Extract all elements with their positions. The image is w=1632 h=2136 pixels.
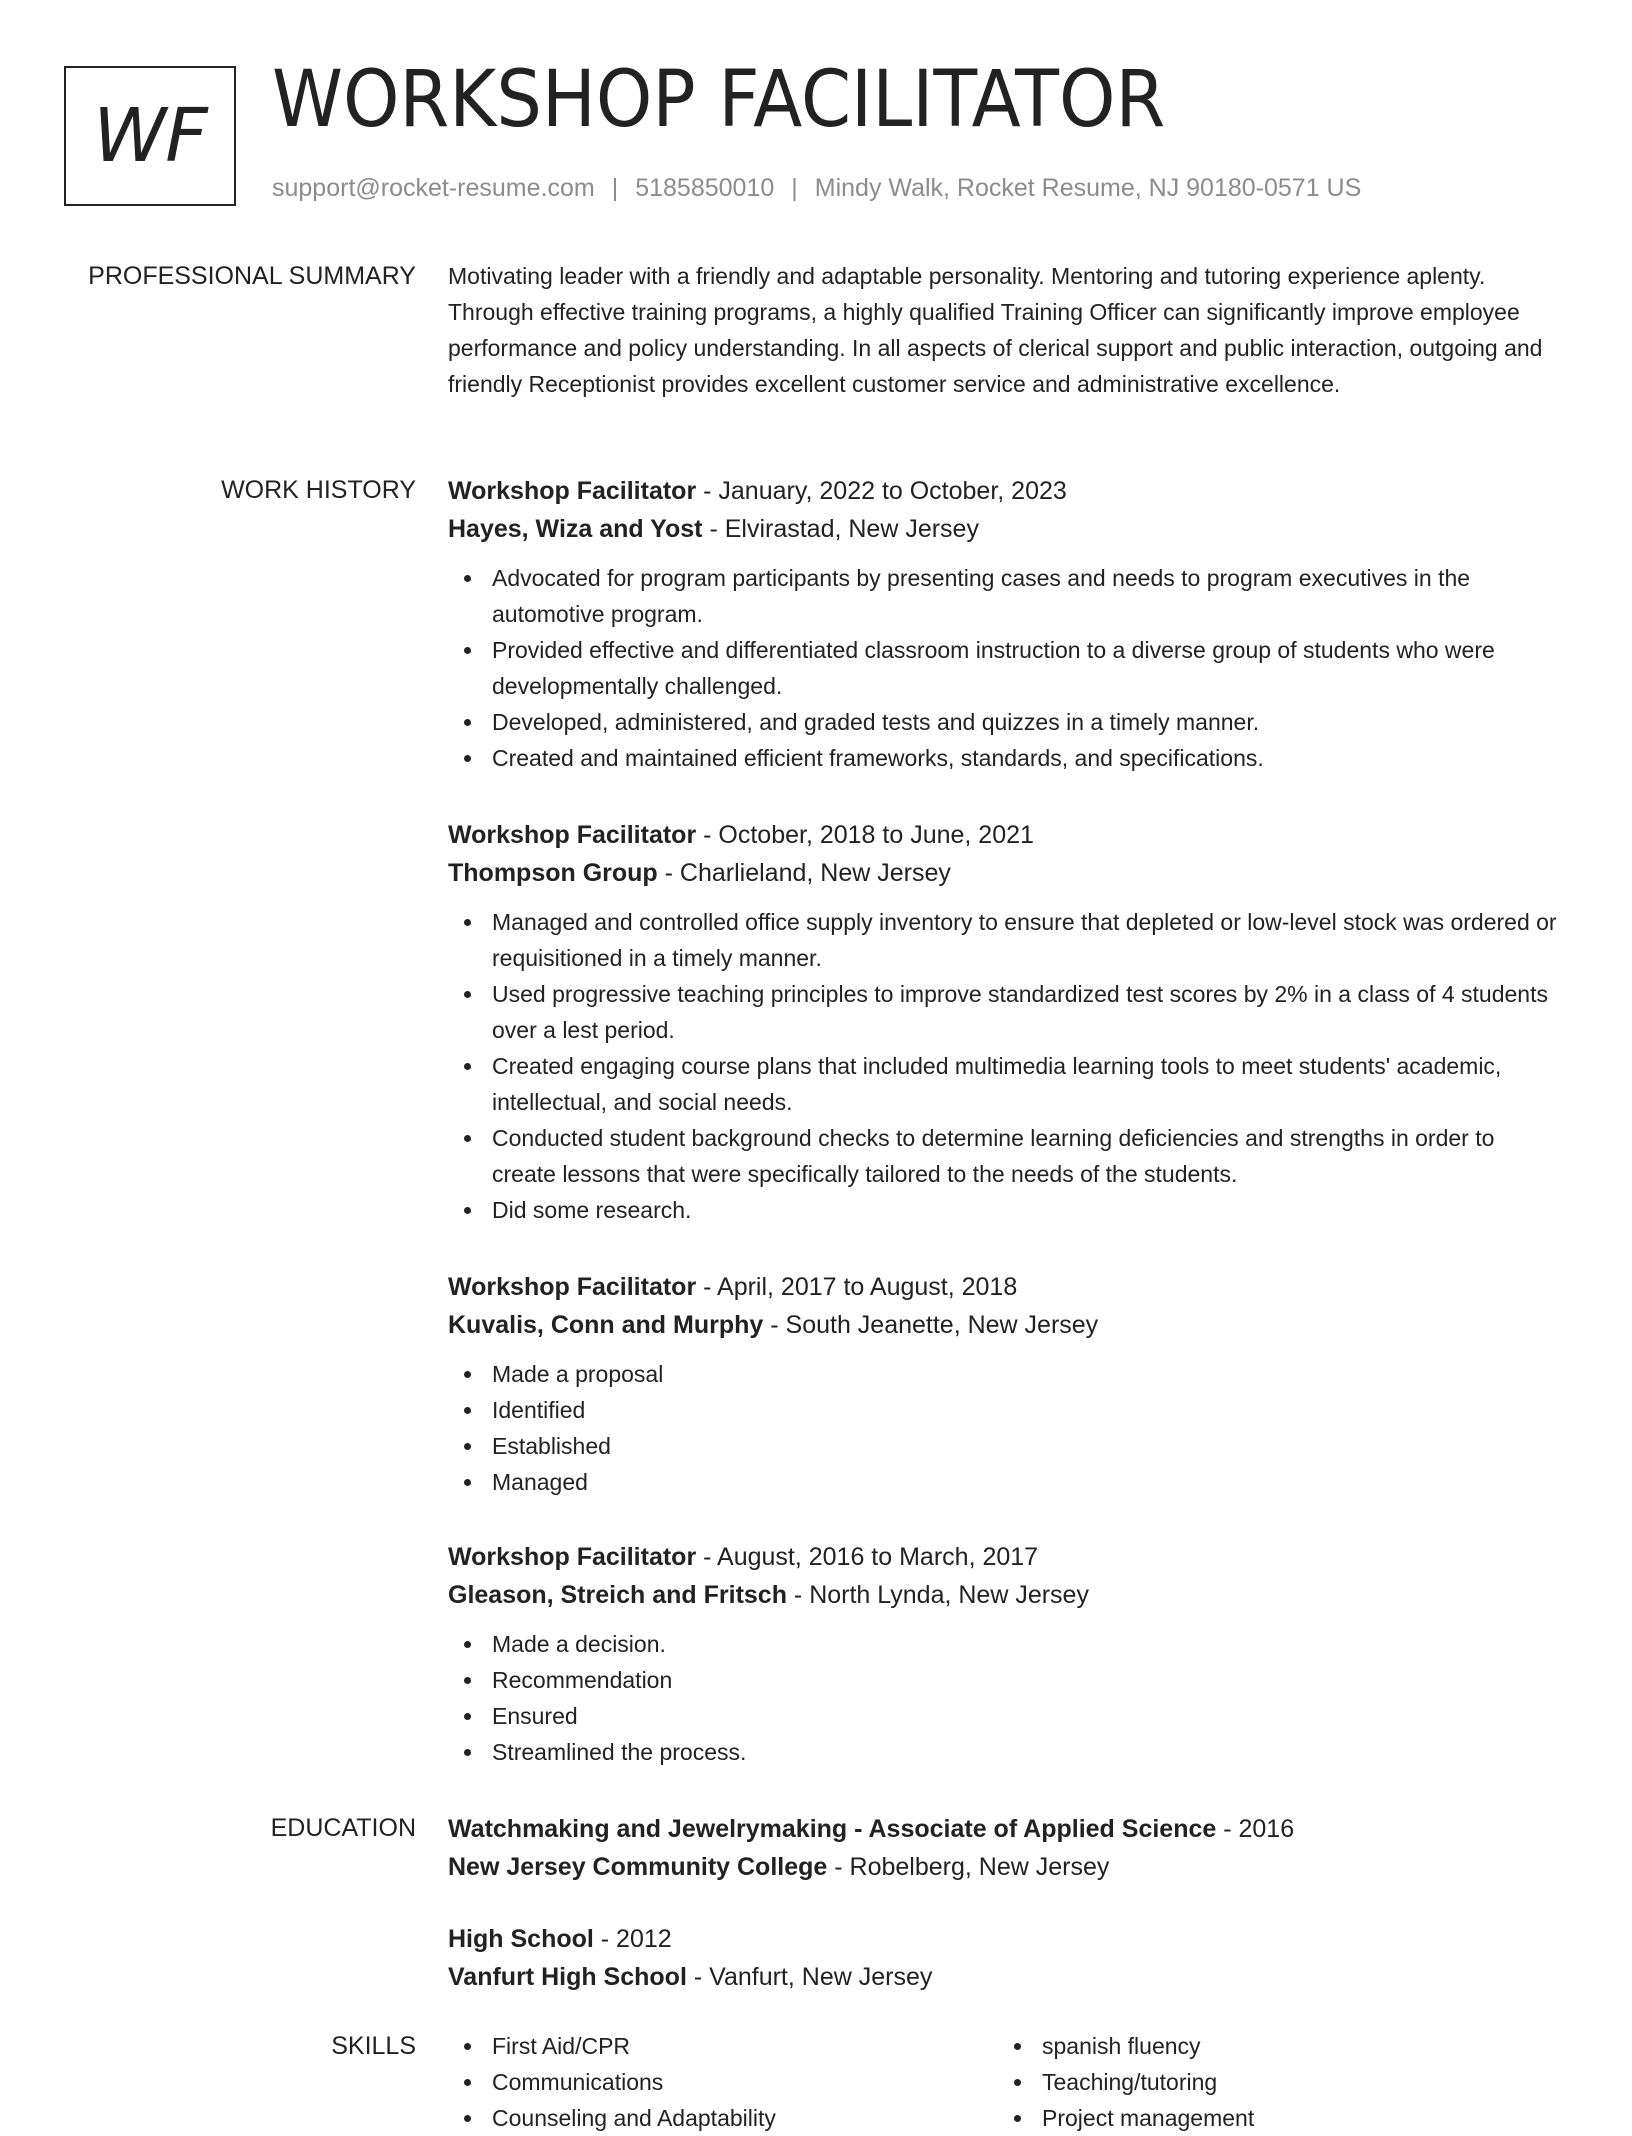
monogram-initials: WF bbox=[93, 93, 207, 179]
contact-line bbox=[272, 174, 1361, 203]
job-title: Workshop Facilitator bbox=[448, 477, 697, 505]
job-bullet: Streamlined the process. bbox=[448, 1734, 1558, 1770]
job-company-line bbox=[448, 1306, 1558, 1344]
section-label-summary: PROFESSIONAL SUMMARY bbox=[88, 262, 416, 290]
job-title: Workshop Facilitator bbox=[448, 821, 697, 849]
job-bullet: Made a decision. bbox=[448, 1626, 1558, 1662]
education-entry bbox=[448, 1810, 1558, 1886]
education-school: Vanfurt High School bbox=[448, 1963, 687, 1991]
education-school: New Jersey Community College bbox=[448, 1853, 828, 1881]
job-location: - South Jeanette, New Jersey bbox=[763, 1311, 1099, 1339]
section-label-education: EDUCATION bbox=[270, 1814, 416, 1842]
job-bullet: Developed, administered, and graded tests and quizzes in a timely manner. bbox=[448, 704, 1558, 740]
job-dates: - October, 2018 to June, 2021 bbox=[696, 821, 1034, 849]
job-bullets bbox=[448, 904, 1558, 1228]
job-entry bbox=[448, 1268, 1558, 1500]
skills-columns bbox=[448, 2028, 1558, 2136]
job-bullets bbox=[448, 1626, 1558, 1770]
job-title-line bbox=[448, 1268, 1558, 1306]
education-school-line bbox=[448, 1958, 1558, 1996]
job-location: - North Lynda, New Jersey bbox=[786, 1581, 1089, 1609]
job-bullet: Provided effective and differentiated classroom instruction to a diverse group of students who were developmentally challenged. bbox=[448, 632, 1558, 704]
education-entry bbox=[448, 1920, 1558, 1996]
job-dates: - April, 2017 to August, 2018 bbox=[696, 1273, 1018, 1301]
job-bullet: Used progressive teaching principles to improve standardized test scores by 2% in a class of 4 students over a lest period. bbox=[448, 976, 1558, 1048]
job-bullet: Created engaging course plans that included multimedia learning tools to meet students' academic, intellectual, and social needs. bbox=[448, 1048, 1558, 1120]
education-location: - Vanfurt, New Jersey bbox=[686, 1963, 933, 1991]
job-entry bbox=[448, 816, 1558, 1228]
job-location: - Elvirastad, New Jersey bbox=[702, 515, 979, 543]
contact-separator: | bbox=[611, 174, 619, 202]
job-bullet: Managed bbox=[448, 1464, 1558, 1500]
contact-separator: | bbox=[791, 174, 798, 202]
education-year: - 2012 bbox=[593, 1925, 672, 1953]
job-dates: - August, 2016 to March, 2017 bbox=[696, 1543, 1039, 1571]
skill-item: spanish fluency bbox=[998, 2028, 1548, 2064]
job-company-line bbox=[448, 510, 1558, 548]
summary-text: Motivating leader with a friendly and adaptable personality. Mentoring and tutoring experience aplenty. Through effective training programs, a highly qualified Training Officer can significantly improve employee performance and policy understanding. In all aspects of clerical support and public interaction, outgoing and friendly Receptionist provides excellent customer service and administrative excellence. bbox=[448, 263, 1543, 397]
skill-item: Teaching/tutoring bbox=[998, 2064, 1548, 2100]
skill-item: Project management bbox=[998, 2100, 1548, 2136]
job-location: - Charlieland, New Jersey bbox=[657, 859, 951, 887]
job-dates: - January, 2022 to October, 2023 bbox=[696, 477, 1067, 505]
education-degree: High School bbox=[448, 1925, 594, 1953]
skills-list-left bbox=[448, 2028, 998, 2136]
job-company: Gleason, Streich and Fritsch bbox=[448, 1581, 787, 1609]
job-title-line bbox=[448, 472, 1558, 510]
contact-address: Mindy Walk, Rocket Resume, NJ 90180-0571 US bbox=[814, 174, 1362, 202]
education-location: - Robelberg, New Jersey bbox=[827, 1853, 1110, 1881]
job-bullet: Recommendation bbox=[448, 1662, 1558, 1698]
skills-list-right bbox=[998, 2028, 1548, 2136]
education-year: - 2016 bbox=[1216, 1815, 1295, 1843]
section-label-work-history: WORK HISTORY bbox=[221, 476, 416, 504]
skill-item: Communications bbox=[448, 2064, 998, 2100]
job-entry bbox=[448, 472, 1558, 776]
education-degree-line bbox=[448, 1920, 1558, 1958]
job-bullet: Made a proposal bbox=[448, 1356, 1558, 1392]
job-bullet: Created and maintained efficient frameworks, standards, and specifications. bbox=[448, 740, 1558, 776]
job-bullets bbox=[448, 560, 1558, 776]
skill-item: Counseling and Adaptability bbox=[448, 2100, 998, 2136]
job-bullet: Did some research. bbox=[448, 1192, 1558, 1228]
contact-email[interactable]: support@rocket-resume.com bbox=[272, 174, 595, 202]
job-bullet: Ensured bbox=[448, 1698, 1558, 1734]
education-school-line bbox=[448, 1848, 1558, 1886]
skill-item: First Aid/CPR bbox=[448, 2028, 998, 2064]
job-entry bbox=[448, 1538, 1558, 1770]
summary-body bbox=[448, 258, 1558, 402]
job-title-line bbox=[448, 816, 1558, 854]
job-title: Workshop Facilitator bbox=[448, 1543, 697, 1571]
section-label-skills: SKILLS bbox=[331, 2032, 416, 2060]
page-title: WORKSHOP FACILITATOR bbox=[272, 55, 1166, 145]
skills-body bbox=[448, 2028, 1558, 2136]
job-company-line bbox=[448, 1576, 1558, 1614]
job-title: Workshop Facilitator bbox=[448, 1273, 697, 1301]
monogram-box bbox=[64, 66, 236, 206]
job-company-line bbox=[448, 854, 1558, 892]
job-company: Hayes, Wiza and Yost bbox=[448, 515, 703, 543]
job-bullet: Conducted student background checks to determine learning deficiencies and strengths in order to create lessons that were specifically tailored to the needs of the students. bbox=[448, 1120, 1558, 1192]
education-degree-line bbox=[448, 1810, 1558, 1848]
job-bullet: Identified bbox=[448, 1392, 1558, 1428]
job-company: Thompson Group bbox=[448, 859, 658, 887]
job-bullets bbox=[448, 1356, 1558, 1500]
job-company: Kuvalis, Conn and Murphy bbox=[448, 1311, 764, 1339]
job-bullet: Advocated for program participants by presenting cases and needs to program executives in the automotive program. bbox=[448, 560, 1558, 632]
job-title-line bbox=[448, 1538, 1558, 1576]
job-bullet: Managed and controlled office supply inventory to ensure that depleted or low-level stock was ordered or requisitioned in a timely manner. bbox=[448, 904, 1558, 976]
education-degree: Watchmaking and Jewelrymaking - Associate of Applied Science bbox=[448, 1815, 1217, 1843]
contact-phone[interactable]: 5185850010 bbox=[635, 174, 775, 202]
job-bullet: Established bbox=[448, 1428, 1558, 1464]
